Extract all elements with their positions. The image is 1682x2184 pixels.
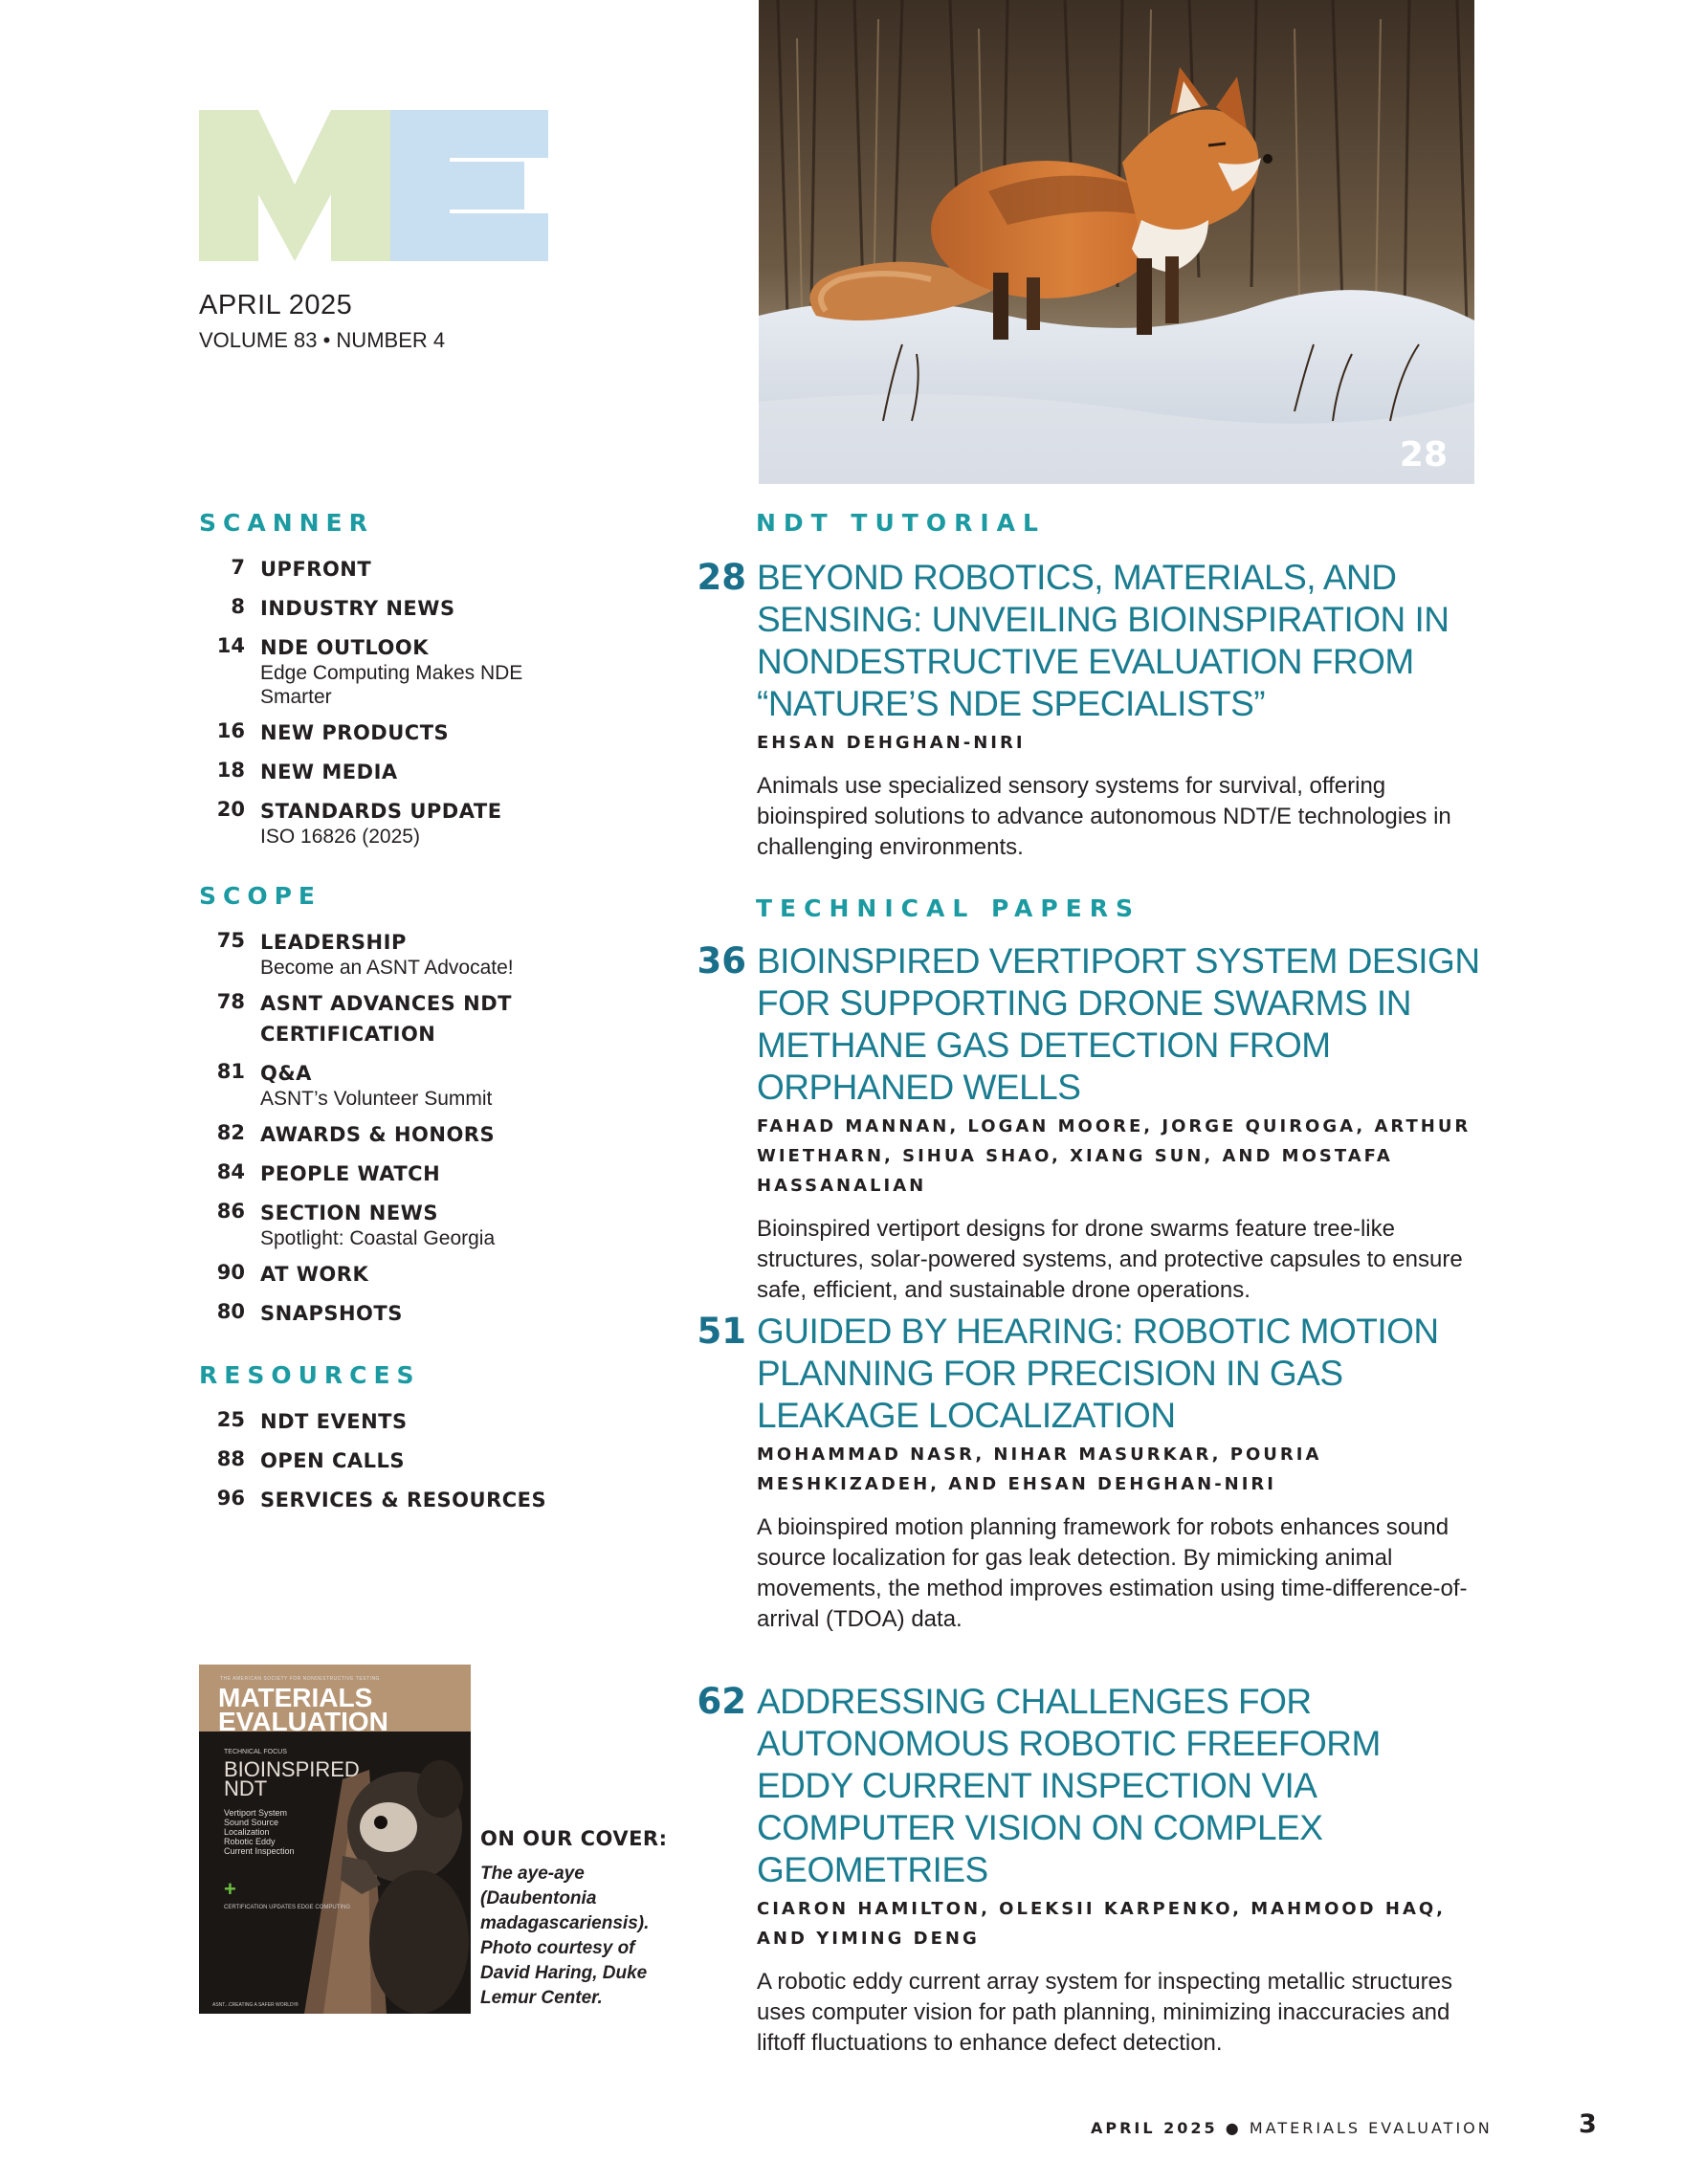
toc-subtitle: Spotlight: Coastal Georgia: [260, 1227, 496, 1249]
toc-item[interactable]: [199, 1259, 582, 1290]
toc-title: STANDARDS UPDATE: [260, 800, 502, 823]
section-heading-scanner: SCANNER: [199, 509, 374, 537]
article-title[interactable]: ADDRESSING CHALLENGES FOR AUTONOMOUS ROBOTIC FREEFORM EDDY CURRENT INSPECTION VIA COMPUTER VISION ON COMPLEX GEOMETRIES: [757, 1682, 1381, 1889]
toc-item[interactable]: [199, 1119, 582, 1150]
resources-list: [199, 1406, 582, 1515]
cover-focus-label: TECHNICAL FOCUS: [224, 1749, 287, 1755]
technical-paper-article[interactable]: [679, 940, 1493, 1306]
cover-caption-heading: ON OUR COVER:: [480, 1827, 668, 1850]
technical-paper-article[interactable]: [679, 1311, 1493, 1635]
toc-title: UPFRONT: [260, 558, 372, 581]
toc-page-number: 16: [216, 719, 245, 742]
toc-subtitle: Become an ASNT Advocate!: [260, 957, 514, 979]
cover-mag-title: [218, 1683, 388, 1736]
toc-title: LEADERSHIP: [260, 931, 407, 954]
article-title[interactable]: GUIDED BY HEARING: ROBOTIC MOTION PLANNING FOR PRECISION IN GAS LEAKAGE LOCALIZATION: [757, 1312, 1439, 1435]
article-description: Bioinspired vertiport designs for drone swarms feature tree-like structures, solar-powered systems, and protective capsules to ensure safe, efficient, and sustainable drone operations.: [757, 1216, 1463, 1303]
toc-item[interactable]: [199, 1158, 582, 1189]
article-title[interactable]: BIOINSPIRED VERTIPORT SYSTEM DESIGN FOR SUPPORTING DRONE SWARMS IN METHANE GAS DETECTION FROM ORPHANED WELLS: [757, 941, 1480, 1107]
toc-page-number: 14: [216, 634, 245, 657]
logo-letter-e: [390, 110, 548, 261]
section-heading-ndt-tutorial: NDT TUTORIAL: [756, 509, 1046, 537]
toc-item[interactable]: [199, 927, 582, 980]
footer-bullet-icon: ●: [1225, 2119, 1242, 2137]
toc-title: SERVICES & RESOURCES: [260, 1489, 547, 1511]
cover-headline-line-2: NDT: [224, 1776, 268, 1800]
scanner-list: [199, 554, 582, 849]
toc-title: AT WORK: [260, 1263, 369, 1286]
toc-page-number: 96: [216, 1487, 245, 1510]
cover-caption-text: The aye-aye (Daubentonia madagascariensis). Photo courtesy of David Haring, Duke Lemur Center.: [480, 1864, 650, 2008]
cover-plus-icon: +: [224, 1877, 236, 1901]
cover-topic-list: Vertiport System Sound Source Localization Robotic Eddy Current Inspection: [224, 1808, 295, 1856]
cover-title-line-1: MATERIALS: [218, 1683, 373, 1712]
toc-title: INDUSTRY NEWS: [260, 597, 455, 620]
article-ndt-tutorial[interactable]: [679, 557, 1493, 863]
article-page-number: 62: [697, 1681, 746, 1722]
section-heading-scope: SCOPE: [199, 882, 322, 910]
toc-page-number: 88: [216, 1447, 245, 1470]
scope-list: [199, 927, 582, 1329]
cover-thumbnail[interactable]: [199, 1665, 471, 2014]
toc-title: PEOPLE WATCH: [260, 1162, 441, 1185]
cover-caption: [480, 1827, 681, 2011]
toc-page-number: 75: [216, 929, 245, 952]
toc-page-number: 25: [216, 1408, 245, 1431]
toc-title: NEW PRODUCTS: [260, 721, 450, 744]
article-page-number: 51: [697, 1311, 746, 1352]
toc-title: ASNT ADVANCES NDT CERTIFICATION: [260, 992, 512, 1046]
cover-title-line-2: EVALUATION: [218, 1707, 388, 1736]
page-number: 3: [1579, 2109, 1597, 2139]
toc-title: SNAPSHOTS: [260, 1302, 403, 1325]
toc-page-number: 7: [231, 556, 245, 579]
fox-photo[interactable]: [759, 0, 1474, 484]
toc-subtitle: ISO 16826 (2025): [260, 826, 420, 848]
toc-page-number: 20: [216, 798, 245, 821]
toc-item[interactable]: [199, 1058, 582, 1111]
toc-page-number: 78: [216, 990, 245, 1013]
section-heading-technical-papers: TECHNICAL PAPERS: [756, 894, 1140, 922]
toc-item[interactable]: [199, 1198, 582, 1250]
article-page-number: 36: [697, 940, 746, 982]
toc-item[interactable]: [199, 1298, 582, 1329]
cover-headline: [224, 1757, 360, 1800]
article-authors: MOHAMMAD NASR, NIHAR MASURKAR, POURIA MESHKIZADEH, AND EHSAN DEHGHAN-NIRI: [757, 1445, 1322, 1494]
article-description: A robotic eddy current array system for inspecting metallic structures uses computer vision for path planning, minimizing inaccuracies and liftoff fluctuations to enhance defect detection.: [757, 1969, 1452, 2056]
toc-page-number: 84: [216, 1160, 245, 1183]
issue-date: APRIL 2025: [199, 290, 353, 320]
toc-item[interactable]: [199, 1406, 582, 1437]
technical-paper-article[interactable]: [679, 1681, 1493, 2059]
toc-title: NDT EVENTS: [260, 1410, 408, 1433]
toc-item[interactable]: [199, 757, 582, 787]
cover-extra-topics: CERTIFICATION UPDATES EDGE COMPUTING: [224, 1905, 351, 1910]
article-description: Animals use specialized sensory systems for survival, offering bioinspired solutions to advance autonomous NDT/E technologies in challenging environments.: [757, 773, 1451, 860]
footer-magazine: MATERIALS EVALUATION: [1249, 2119, 1493, 2137]
toc-page-number: 90: [216, 1261, 245, 1284]
toc-title: NDE OUTLOOK: [260, 636, 430, 659]
toc-item[interactable]: [199, 593, 582, 624]
toc-item[interactable]: [199, 717, 582, 748]
toc-item[interactable]: [199, 554, 582, 585]
toc-page-number: 82: [216, 1121, 245, 1144]
photo-page-ref: 28: [1399, 435, 1448, 474]
fox-photo-image: [759, 0, 1474, 484]
toc-title: NEW MEDIA: [260, 761, 398, 783]
toc-page-number: 8: [231, 595, 245, 618]
toc-item[interactable]: [199, 796, 582, 849]
cover-headline-line-1: BIOINSPIRED: [224, 1757, 360, 1781]
toc-item[interactable]: [199, 1485, 582, 1515]
toc-title: SECTION NEWS: [260, 1202, 438, 1224]
toc-subtitle: Edge Computing Makes NDE Smarter: [260, 662, 523, 708]
toc-page-number: 18: [216, 759, 245, 782]
departments-toc: [199, 509, 582, 1524]
toc-subtitle: ASNT’s Volunteer Summit: [260, 1088, 493, 1110]
cover-tagline: THE AMERICAN SOCIETY FOR NONDESTRUCTIVE TESTING: [220, 1676, 380, 1682]
article-page-number: 28: [697, 557, 746, 598]
page-footer: [1091, 2119, 1493, 2137]
article-authors: CIARON HAMILTON, OLEKSII KARPENKO, MAHMOOD HAQ, AND YIMING DENG: [757, 1899, 1447, 1949]
toc-item[interactable]: [199, 988, 582, 1049]
issue-volume: VOLUME 83 • NUMBER 4: [199, 328, 446, 352]
article-authors: FAHAD MANNAN, LOGAN MOORE, JORGE QUIROGA, ARTHUR WIETHARN, SIHUA SHAO, XIANG SUN, AND MOSTAFA HASSANALIAN: [757, 1116, 1472, 1196]
article-description: A bioinspired motion planning framework for robots enhances sound source localization for gas leak detection. By mimicking animal movements, the method improves estimation using time-difference-of-arrival (TDOA) data.: [757, 1514, 1468, 1632]
toc-page-number: 86: [216, 1200, 245, 1223]
toc-title: AWARDS & HONORS: [260, 1123, 496, 1146]
toc-title: OPEN CALLS: [260, 1449, 406, 1472]
article-title[interactable]: BEYOND ROBOTICS, MATERIALS, AND SENSING: UNVEILING BIOINSPIRATION IN NONDESTRUCTIVE EVALUATION FROM “NATURE’S NDE SPECIALISTS”: [757, 558, 1450, 723]
article-authors: EHSAN DEHGHAN-NIRI: [757, 733, 1026, 753]
me-logo: [199, 110, 548, 261]
cover-footer-slogan: ASNT...CREATING A SAFER WORLD!®: [212, 2002, 299, 2008]
footer-date: APRIL 2025: [1091, 2119, 1218, 2137]
toc-page-number: 80: [216, 1300, 245, 1323]
toc-page-number: 81: [216, 1060, 245, 1083]
toc-item[interactable]: [199, 632, 582, 709]
section-heading-resources: RESOURCES: [199, 1361, 421, 1389]
toc-item[interactable]: [199, 1445, 582, 1476]
me-logo-graphic: [199, 110, 548, 261]
toc-title: Q&A: [260, 1062, 312, 1085]
